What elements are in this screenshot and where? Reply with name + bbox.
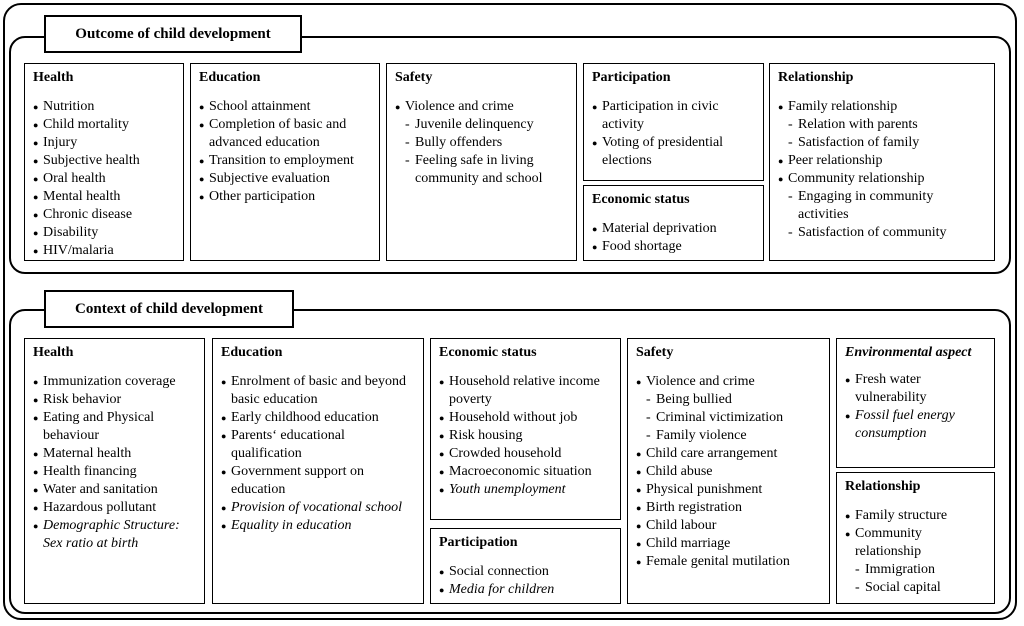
bullet-item: ● Youth unemployment bbox=[439, 481, 612, 499]
sub-item: - Criminal victimization bbox=[636, 409, 821, 427]
bullet-item: ● Oral health bbox=[33, 170, 175, 188]
sub-item: - Immigration bbox=[845, 561, 986, 579]
bullet-item: ● Female genital mutilation bbox=[636, 553, 821, 571]
bullet-item: ● Fresh water vulnerability bbox=[845, 371, 986, 407]
bullet-item: ● Chronic disease bbox=[33, 206, 175, 224]
bullet-item: ● Macroeconomic situation bbox=[439, 463, 612, 481]
bullet-item: ● Parents‘ educational qualification bbox=[221, 427, 415, 463]
outcome-health-box bbox=[24, 63, 184, 261]
outcome-relationship-list bbox=[778, 98, 986, 242]
outcome-participation-heading: Participation bbox=[592, 70, 671, 85]
bullet-item: ● Birth registration bbox=[636, 499, 821, 517]
outcome-education-box bbox=[190, 63, 380, 261]
bullet-item: ● Maternal health bbox=[33, 445, 196, 463]
bullet-item: ● Subjective evaluation bbox=[199, 170, 371, 188]
context-economic-heading: Economic status bbox=[439, 345, 537, 360]
bullet-item: ● Provision of vocational school bbox=[221, 499, 415, 517]
bullet-item: ● Enrolment of basic and beyond basic education bbox=[221, 373, 415, 409]
bullet-item: ● Community relationship bbox=[778, 170, 986, 188]
outcome-relationship-heading: Relationship bbox=[778, 70, 854, 85]
bullet-item: ● Crowded household bbox=[439, 445, 612, 463]
bullet-item: ● Child labour bbox=[636, 517, 821, 535]
bullet-item: ● Other participation bbox=[199, 188, 371, 206]
bullet-item: ● Water and sanitation bbox=[33, 481, 196, 499]
bullet-item: ● Risk behavior bbox=[33, 391, 196, 409]
bullet-item: ● Child mortality bbox=[33, 116, 175, 134]
context-relationship-box bbox=[836, 472, 995, 604]
bullet-item: ● Violence and crime bbox=[395, 98, 568, 116]
context-environment-list bbox=[845, 371, 986, 443]
bullet-item: ● Voting of presidential elections bbox=[592, 134, 755, 170]
bullet-item: ● Subjective health bbox=[33, 152, 175, 170]
outcome-economic-list bbox=[592, 220, 755, 256]
bullet-item: ● Health financing bbox=[33, 463, 196, 481]
bullet-item: ● School attainment bbox=[199, 98, 371, 116]
bullet-item: ● Demographic Structure: Sex ratio at birth bbox=[33, 517, 196, 553]
bullet-item: ● Early childhood education bbox=[221, 409, 415, 427]
context-environment-box bbox=[836, 338, 995, 468]
context-participation-list bbox=[439, 563, 612, 599]
bullet-item: ● Peer relationship bbox=[778, 152, 986, 170]
context-relationship-list bbox=[845, 507, 986, 597]
outcome-participation-list bbox=[592, 98, 755, 170]
outcome-safety-list bbox=[395, 98, 568, 188]
context-economic-list bbox=[439, 373, 612, 499]
bullet-item: ● Mental health bbox=[33, 188, 175, 206]
bullet-item: ● Child abuse bbox=[636, 463, 821, 481]
sub-item: - Juvenile delinquency bbox=[395, 116, 568, 134]
outcome-education-list bbox=[199, 98, 371, 206]
sub-item: - Feeling safe in living community and school bbox=[395, 152, 568, 188]
outcome-participation-box bbox=[583, 63, 764, 181]
sub-item: - Bully offenders bbox=[395, 134, 568, 152]
context-health-heading: Health bbox=[33, 345, 74, 360]
outcome-economic-box bbox=[583, 185, 764, 261]
context-education-heading: Education bbox=[221, 345, 283, 360]
bullet-item: ● Material deprivation bbox=[592, 220, 755, 238]
bullet-item: ● Social connection bbox=[439, 563, 612, 581]
bullet-item: ● Violence and crime bbox=[636, 373, 821, 391]
bullet-item: ● Family relationship bbox=[778, 98, 986, 116]
bullet-item: ● Completion of basic and advanced education bbox=[199, 116, 371, 152]
context-education-list bbox=[221, 373, 415, 535]
bullet-item: ● Hazardous pollutant bbox=[33, 499, 196, 517]
bullet-item: ● Eating and Physical behaviour bbox=[33, 409, 196, 445]
bullet-item: ● Food shortage bbox=[592, 238, 755, 256]
bullet-item: ● Participation in civic activity bbox=[592, 98, 755, 134]
bullet-item: ● HIV/malaria bbox=[33, 242, 175, 260]
outcome-economic-heading: Economic status bbox=[592, 192, 690, 207]
outcome-health-heading: Health bbox=[33, 70, 74, 85]
context-section-title: Context of child development bbox=[44, 290, 294, 328]
bullet-item: ● Child marriage bbox=[636, 535, 821, 553]
bullet-item: ● Nutrition bbox=[33, 98, 175, 116]
bullet-item: ● Household relative income poverty bbox=[439, 373, 612, 409]
bullet-item: ● Transition to employment bbox=[199, 152, 371, 170]
outcome-section-title: Outcome of child development bbox=[44, 15, 302, 53]
bullet-item: ● Risk housing bbox=[439, 427, 612, 445]
context-relationship-heading: Relationship bbox=[845, 479, 921, 494]
outcome-relationship-box bbox=[769, 63, 995, 261]
context-health-box bbox=[24, 338, 205, 604]
context-safety-box bbox=[627, 338, 830, 604]
sub-item: - Family violence bbox=[636, 427, 821, 445]
outcome-health-list bbox=[33, 98, 175, 260]
context-economic-box bbox=[430, 338, 621, 520]
context-environment-heading: Environmental aspect bbox=[845, 345, 972, 360]
sub-item: - Social capital bbox=[845, 579, 986, 597]
context-health-list bbox=[33, 373, 196, 553]
context-participation-box bbox=[430, 528, 621, 604]
sub-item: - Relation with parents bbox=[778, 116, 986, 134]
bullet-item: ● Child care arrangement bbox=[636, 445, 821, 463]
bullet-item: ● Family structure bbox=[845, 507, 986, 525]
bullet-item: ● Media for children bbox=[439, 581, 612, 599]
bullet-item: ● Injury bbox=[33, 134, 175, 152]
sub-item: - Satisfaction of family bbox=[778, 134, 986, 152]
bullet-item: ● Household without job bbox=[439, 409, 612, 427]
bullet-item: ● Government support on education bbox=[221, 463, 415, 499]
outcome-education-heading: Education bbox=[199, 70, 261, 85]
sub-item: - Engaging in community activities bbox=[778, 188, 986, 224]
bullet-item: ● Community relationship bbox=[845, 525, 986, 561]
bullet-item: ● Physical punishment bbox=[636, 481, 821, 499]
context-safety-list bbox=[636, 373, 821, 571]
outcome-safety-box bbox=[386, 63, 577, 261]
context-participation-heading: Participation bbox=[439, 535, 518, 550]
sub-item: - Being bullied bbox=[636, 391, 821, 409]
context-safety-heading: Safety bbox=[636, 345, 674, 360]
bullet-item: ● Disability bbox=[33, 224, 175, 242]
sub-item: - Satisfaction of community bbox=[778, 224, 986, 242]
bullet-item: ● Immunization coverage bbox=[33, 373, 196, 391]
bullet-item: ● Equality in education bbox=[221, 517, 415, 535]
outcome-safety-heading: Safety bbox=[395, 70, 433, 85]
context-education-box bbox=[212, 338, 424, 604]
bullet-item: ● Fossil fuel energy consumption bbox=[845, 407, 986, 443]
